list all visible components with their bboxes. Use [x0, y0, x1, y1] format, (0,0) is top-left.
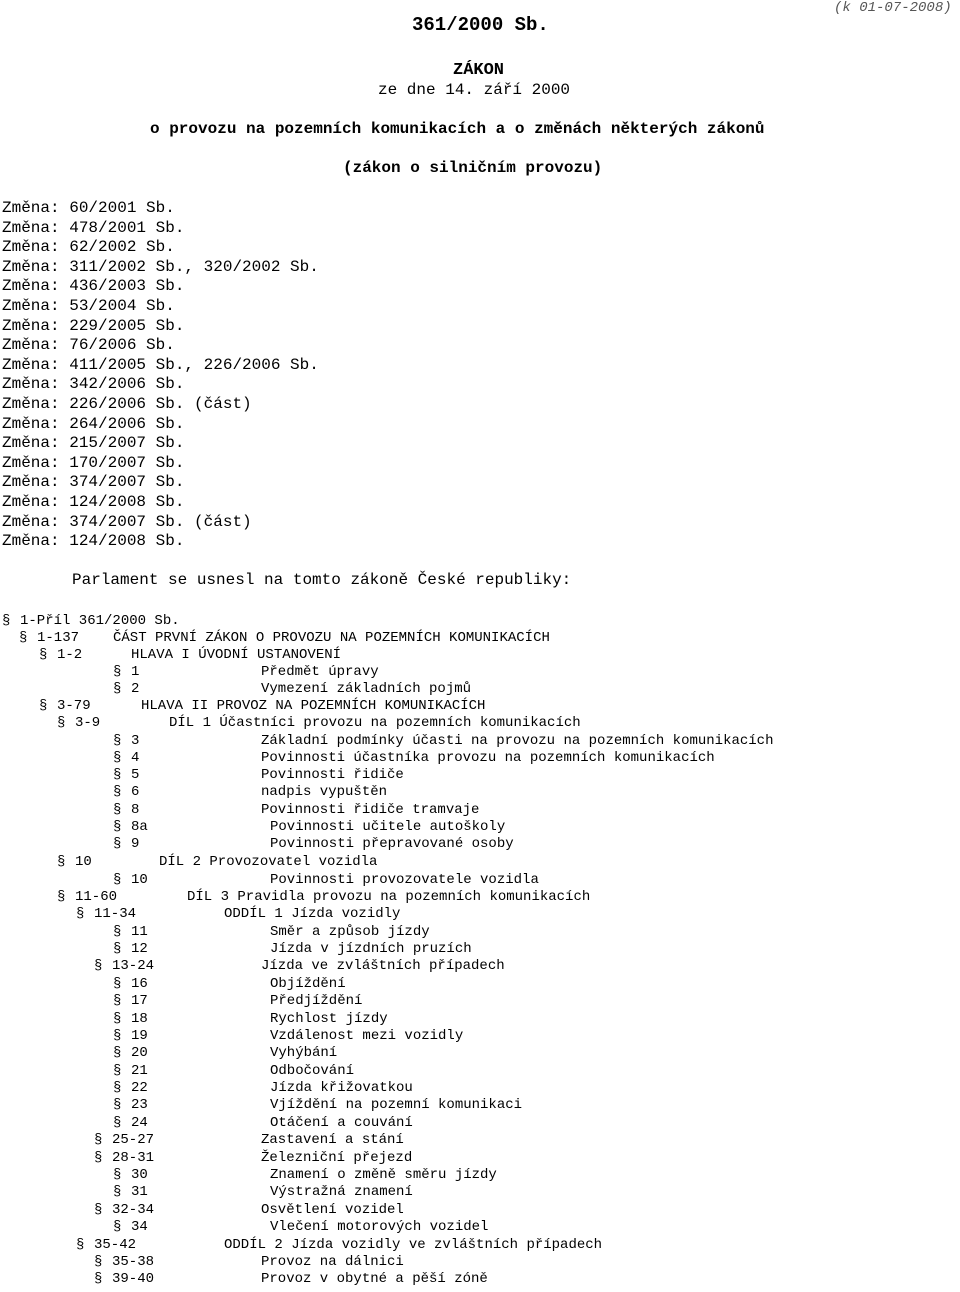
paragraph-icon: §: [57, 854, 66, 870]
toc-section-number[interactable]: 11: [131, 924, 148, 940]
toc-section-title[interactable]: ODDÍL 2 Jízda vozidly ve zvláštních případech: [224, 1237, 603, 1253]
law-number: 361/2000 Sb.: [412, 14, 549, 36]
paragraph-icon: §: [57, 715, 66, 731]
amendment-item: Změna: 53/2004 Sb.: [2, 296, 175, 315]
paragraph-icon: §: [113, 1097, 122, 1113]
paragraph-icon: §: [2, 613, 11, 629]
toc-section-number[interactable]: 30: [131, 1167, 148, 1183]
toc-section-number[interactable]: 19: [131, 1028, 148, 1044]
paragraph-icon: §: [113, 767, 122, 783]
toc-section-number[interactable]: 31: [131, 1184, 148, 1200]
toc-section-title[interactable]: Jízda ve zvláštních případech: [261, 958, 505, 974]
amendment-item: Změna: 170/2007 Sb.: [2, 453, 185, 472]
toc-section-number[interactable]: 3: [131, 733, 140, 749]
toc-section-number[interactable]: 1-137: [37, 630, 80, 646]
toc-section-title[interactable]: Zastavení a stání: [261, 1132, 404, 1148]
amendment-item: Změna: 342/2006 Sb.: [2, 375, 185, 394]
paragraph-icon: §: [113, 836, 122, 852]
toc-section-title[interactable]: ČÁST PRVNÍ ZÁKON O PROVOZU NA POZEMNÍCH KOMUNIKACÍCH: [113, 630, 550, 646]
toc-section-title[interactable]: Povinnosti provozovatele vozidla: [270, 872, 539, 888]
toc-section-number[interactable]: 12: [131, 941, 148, 957]
toc-section-title[interactable]: HLAVA I ÚVODNÍ USTANOVENÍ: [131, 647, 342, 663]
paragraph-icon: §: [113, 993, 122, 1009]
toc-section-title[interactable]: ODDÍL 1 Jízda vozidly: [224, 906, 401, 922]
amendment-item: Změna: 60/2001 Sb.: [2, 199, 175, 217]
toc-section-title[interactable]: Povinnosti účastníka provozu na pozemních komunikacích: [261, 750, 715, 766]
toc-section-title[interactable]: Výstražná znamení: [270, 1184, 413, 1200]
paragraph-icon: §: [113, 784, 122, 800]
amendment-item: Změna: 374/2007 Sb. (část): [2, 512, 252, 531]
paragraph-icon: §: [94, 1150, 103, 1166]
paragraph-icon: §: [57, 889, 66, 905]
toc-section-number[interactable]: 11-34: [94, 906, 137, 922]
paragraph-icon: §: [94, 1254, 103, 1270]
paragraph-icon: §: [113, 924, 122, 940]
toc-section-number[interactable]: 8: [131, 802, 140, 818]
amendment-item: Změna: 411/2005 Sb., 226/2006 Sb.: [2, 355, 319, 374]
paragraph-icon: §: [94, 1202, 103, 1218]
toc-section-title[interactable]: Jízda křižovatkou: [270, 1080, 413, 1096]
toc-section-number[interactable]: 16: [131, 976, 148, 992]
toc-section-number[interactable]: 34: [131, 1219, 148, 1235]
toc-section-title[interactable]: Znamení o změně směru jízdy: [270, 1167, 497, 1183]
toc-section-number[interactable]: 3-9: [75, 715, 101, 731]
paragraph-icon: §: [113, 1063, 122, 1079]
paragraph-icon: §: [76, 1237, 85, 1253]
toc-section-title[interactable]: Provoz na dálnici: [261, 1254, 404, 1270]
enactment-clause: Parlament se usnesl na tomto zákoně České republiky:: [72, 571, 572, 589]
paragraph-icon: §: [113, 1184, 122, 1200]
paragraph-icon: §: [113, 976, 122, 992]
toc-section-title[interactable]: DÍL 2 Provozovatel vozidla: [159, 854, 378, 870]
toc-section-title[interactable]: Rychlost jízdy: [270, 1011, 388, 1027]
toc-section-number[interactable]: 23: [131, 1097, 148, 1113]
amendment-item: Změna: 229/2005 Sb.: [2, 316, 185, 335]
toc-section-number[interactable]: 2: [131, 681, 140, 697]
paragraph-icon: §: [94, 1271, 103, 1287]
amendment-item: Změna: 62/2002 Sb.: [2, 238, 175, 257]
toc-section-title[interactable]: Otáčení a couvání: [270, 1115, 413, 1131]
toc-section-number[interactable]: 20: [131, 1045, 148, 1061]
toc-section-number[interactable]: 21: [131, 1063, 148, 1079]
toc-section-title[interactable]: Vjíždění na pozemní komunikaci: [270, 1097, 523, 1113]
amendment-item: Změna: 124/2008 Sb.: [2, 492, 185, 511]
amendment-item: Změna: 374/2007 Sb.: [2, 473, 185, 492]
amendment-item: Změna: 264/2006 Sb.: [2, 414, 185, 433]
paragraph-icon: §: [76, 906, 85, 922]
toc-section-number[interactable]: 1-2: [57, 647, 83, 663]
paragraph-icon: §: [113, 941, 122, 957]
amendment-item: Změna: 124/2008 Sb.: [2, 532, 185, 551]
paragraph-icon: §: [113, 1219, 122, 1235]
document-type: ZÁKON: [453, 61, 505, 80]
toc-section-number[interactable]: 17: [131, 993, 148, 1009]
toc-section-number[interactable]: 10: [131, 872, 148, 888]
toc-section-number[interactable]: 18: [131, 1011, 148, 1027]
document-title: o provozu na pozemních komunikacích a o změnách některých zákonů: [150, 120, 765, 138]
toc-section-title[interactable]: Vyhýbání: [270, 1045, 338, 1061]
amendment-item: Změna: 226/2006 Sb. (část): [2, 394, 252, 413]
toc-section-title[interactable]: DÍL 3 Pravidla provozu na pozemních komunikacích: [187, 889, 591, 905]
toc-section-title[interactable]: Povinnosti přepravované osoby: [270, 836, 514, 852]
toc-section-title[interactable]: Odbočování: [270, 1063, 355, 1079]
toc-section-number[interactable]: 28-31: [112, 1150, 155, 1166]
toc-section-number[interactable]: 6: [131, 784, 140, 800]
paragraph-icon: §: [113, 733, 122, 749]
toc-section-number[interactable]: 1: [131, 664, 140, 680]
toc-section-title[interactable]: Předmět úpravy: [261, 664, 379, 680]
paragraph-icon: §: [39, 647, 48, 663]
document-short-title: (zákon o silničním provozu): [343, 159, 603, 177]
toc-section-number[interactable]: 3-79: [57, 698, 91, 714]
toc-section-title[interactable]: Povinnosti učitele autoškoly: [270, 819, 506, 835]
toc-section-number[interactable]: 35-38: [112, 1254, 155, 1270]
paragraph-icon: §: [113, 1045, 122, 1061]
toc-section-title[interactable]: Povinnosti řidiče tramvaje: [261, 802, 480, 818]
toc-section-number[interactable]: 10: [75, 854, 92, 870]
paragraph-icon: §: [113, 681, 122, 697]
paragraph-icon: §: [94, 958, 103, 974]
toc-section-number[interactable]: 39-40: [112, 1271, 155, 1287]
paragraph-icon: §: [113, 1080, 122, 1096]
paragraph-icon: §: [113, 664, 122, 680]
toc-section-number[interactable]: 32-34: [112, 1202, 155, 1218]
paragraph-icon: §: [113, 1167, 122, 1183]
toc-section-title[interactable]: Vymezení základních pojmů: [261, 681, 472, 697]
toc-section-title[interactable]: Předjíždění: [270, 993, 363, 1009]
toc-section-title[interactable]: nadpis vypuštěn: [261, 784, 388, 800]
amendment-item: Změna: 436/2003 Sb.: [2, 277, 185, 296]
paragraph-icon: §: [113, 1115, 122, 1131]
amendment-item: Změna: 311/2002 Sb., 320/2002 Sb.: [2, 257, 319, 276]
toc-section-title[interactable]: Provoz v obytné a pěší zóně: [261, 1271, 488, 1287]
toc-section-number[interactable]: 1-Příl 361/2000 Sb.: [20, 613, 180, 629]
paragraph-icon: §: [113, 872, 122, 888]
toc-section-number[interactable]: 11-60: [75, 889, 118, 905]
toc-section-title[interactable]: Základní podmínky účasti na provozu na pozemních komunikacích: [261, 733, 774, 749]
paragraph-icon: §: [39, 698, 48, 714]
paragraph-icon: §: [113, 802, 122, 818]
paragraph-icon: §: [94, 1132, 103, 1148]
amendment-item: Změna: 215/2007 Sb.: [2, 434, 185, 453]
toc-section-title[interactable]: Vzdálenost mezi vozidly: [270, 1028, 464, 1044]
toc-section-title[interactable]: HLAVA II PROVOZ NA POZEMNÍCH KOMUNIKACÍCH: [141, 698, 486, 714]
toc-section-title[interactable]: DÍL 1 Účastníci provozu na pozemních komunikacích: [169, 715, 581, 731]
paragraph-icon: §: [113, 1028, 122, 1044]
toc-section-title[interactable]: Objíždění: [270, 976, 346, 992]
toc-section-title[interactable]: Směr a způsob jízdy: [270, 924, 430, 940]
version-date: (k 01-07-2008): [834, 0, 952, 16]
toc-section-title[interactable]: Vlečení motorových vozidel: [270, 1219, 489, 1235]
toc-section-number[interactable]: 4: [131, 750, 140, 766]
toc-section-number[interactable]: 22: [131, 1080, 148, 1096]
toc-section-title[interactable]: Povinnosti řidiče: [261, 767, 404, 783]
amendment-item: Změna: 478/2001 Sb.: [2, 218, 185, 237]
toc-section-number[interactable]: 25-27: [112, 1132, 155, 1148]
amendment-item: Změna: 76/2006 Sb.: [2, 336, 175, 355]
toc-section-title[interactable]: Jízda v jízdních pruzích: [270, 941, 472, 957]
toc-section-title[interactable]: Železniční přejezd: [261, 1150, 413, 1166]
toc-section-number[interactable]: 5: [131, 767, 140, 783]
toc-section-number[interactable]: 9: [131, 836, 140, 852]
paragraph-icon: §: [113, 819, 122, 835]
paragraph-icon: §: [113, 750, 122, 766]
document-date: ze dne 14. září 2000: [378, 81, 571, 99]
paragraph-icon: §: [113, 1011, 122, 1027]
toc-section-title[interactable]: Osvětlení vozidel: [261, 1202, 404, 1218]
paragraph-icon: §: [19, 630, 28, 646]
toc-section-number[interactable]: 35-42: [94, 1237, 137, 1253]
toc-section-number[interactable]: 13-24: [112, 958, 155, 974]
toc-section-number[interactable]: 24: [131, 1115, 148, 1131]
toc-section-number[interactable]: 8a: [131, 819, 148, 835]
